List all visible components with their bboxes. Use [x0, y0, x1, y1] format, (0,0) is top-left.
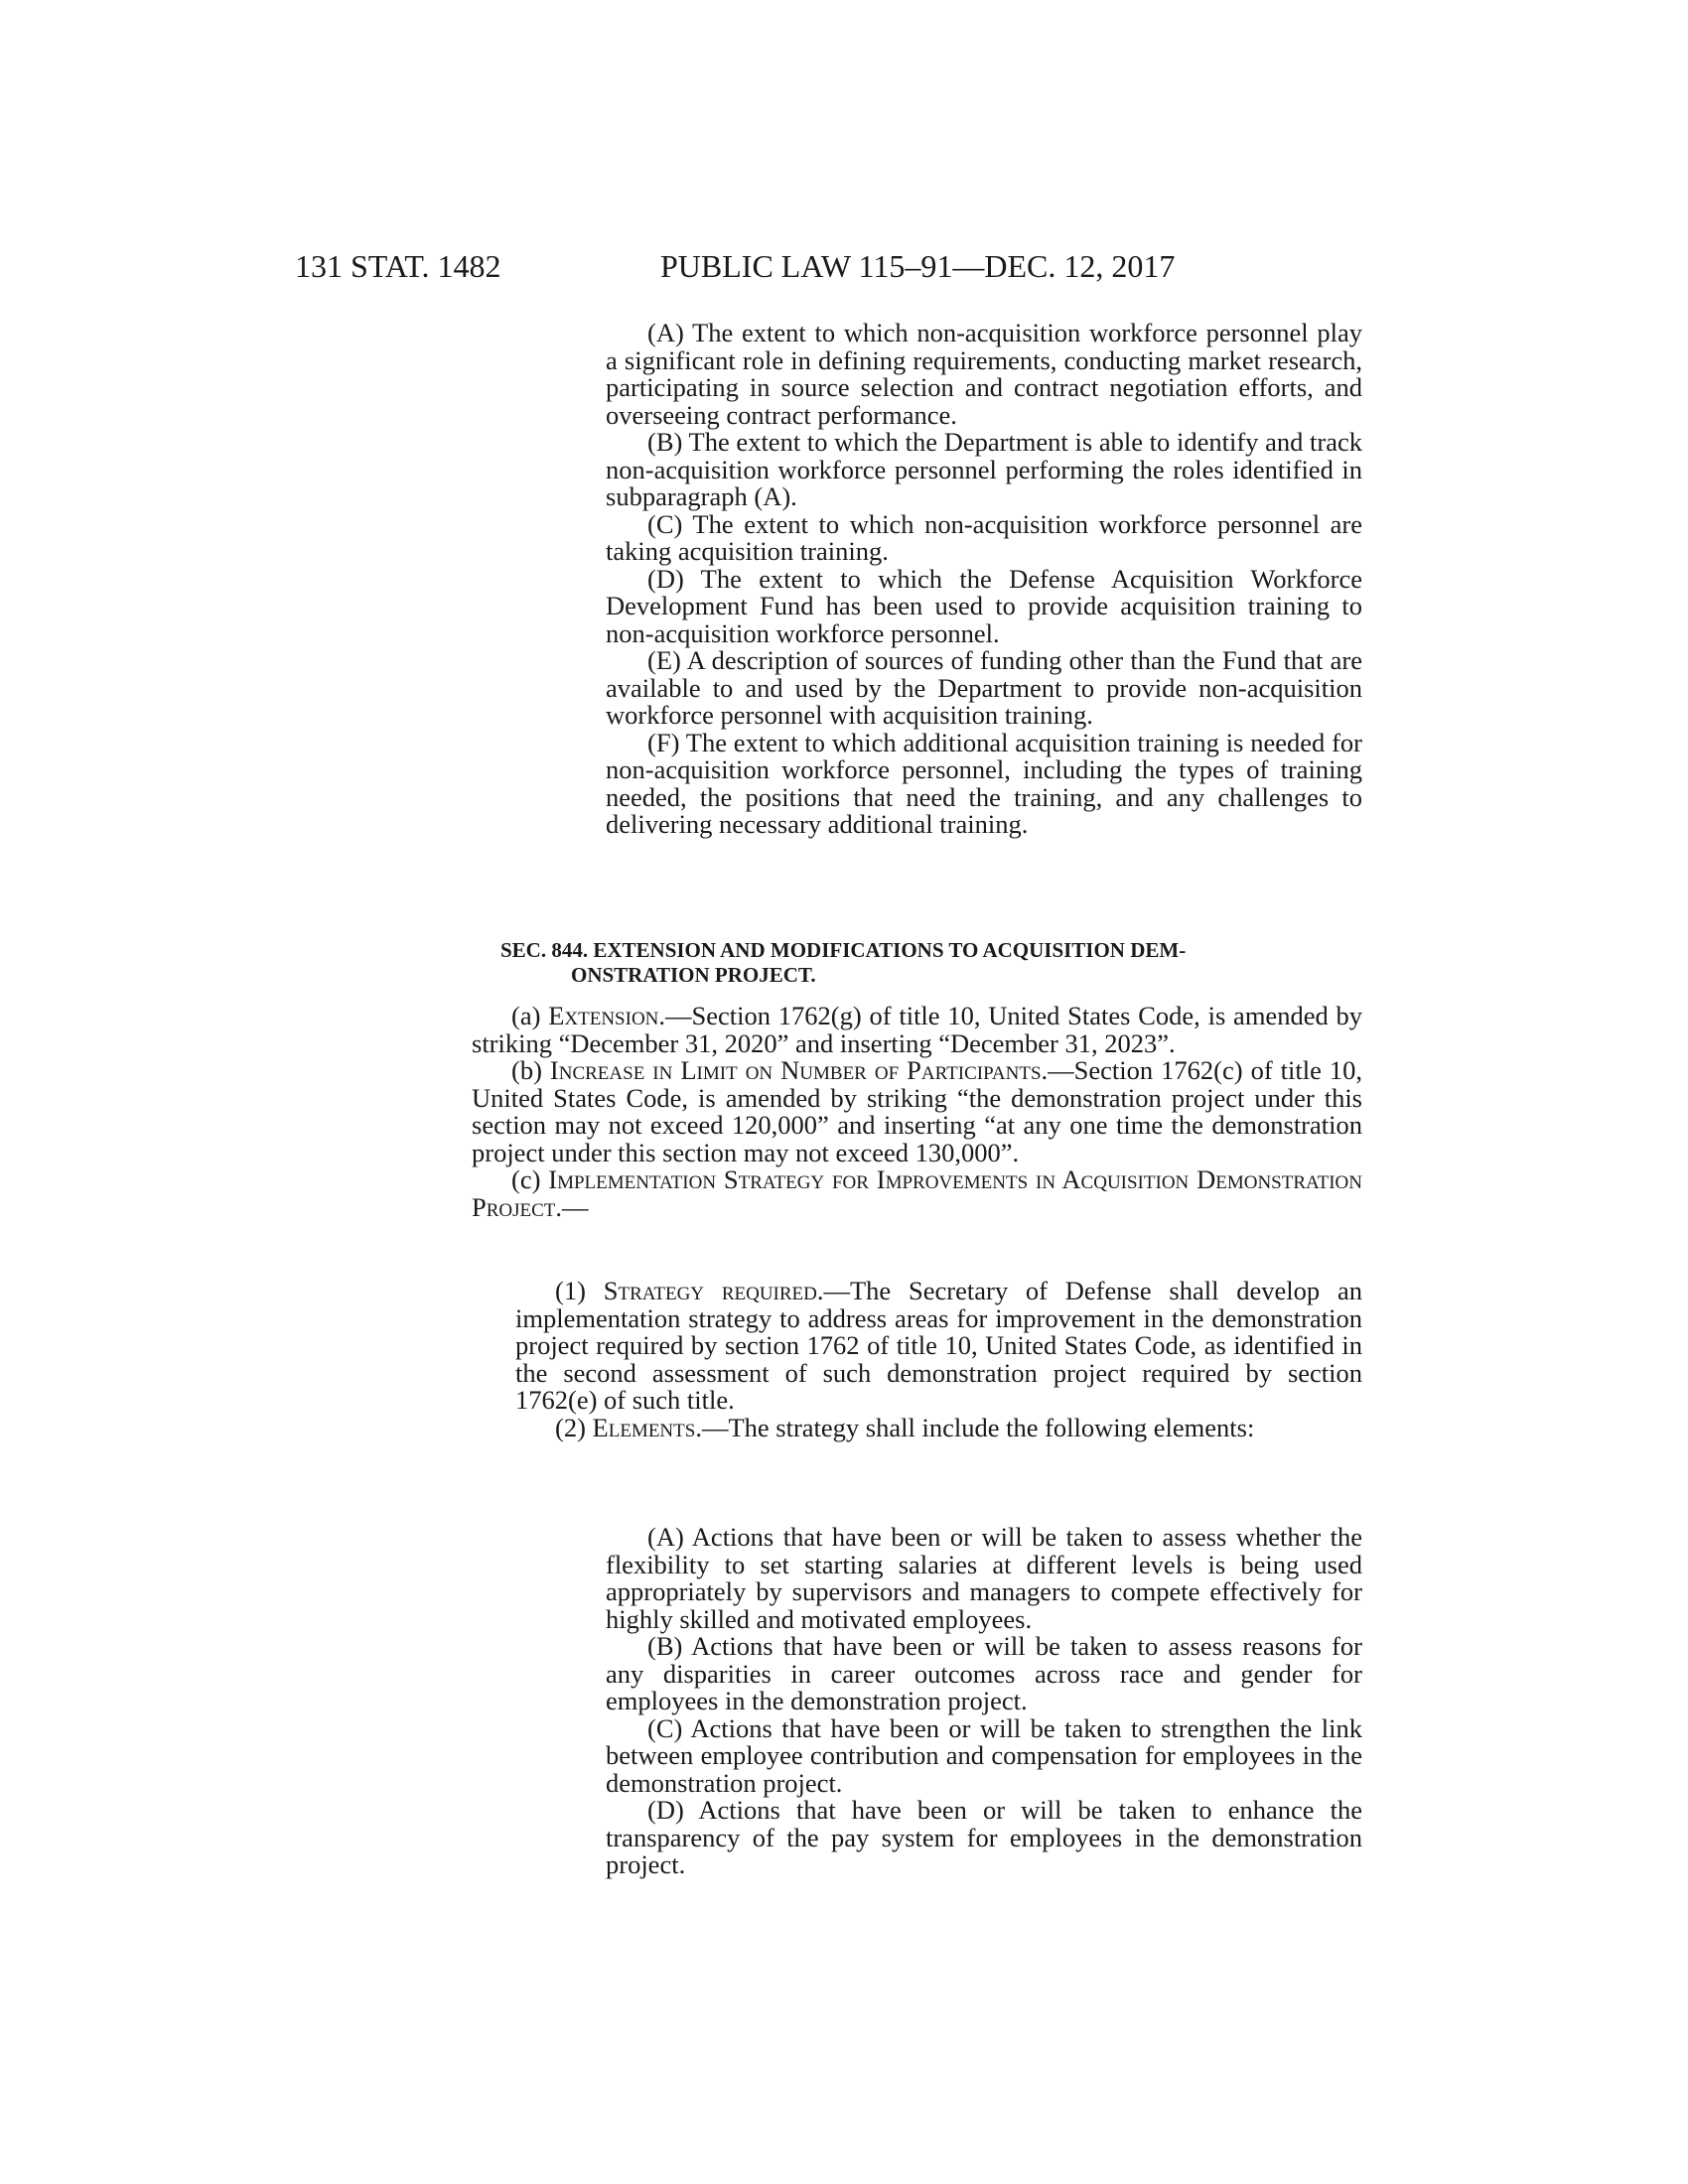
list-item: (C) Actions that have been or will be taken to strengthen the link between employee contribution and compensation for employees in the demonstration project. — [606, 1712, 1362, 1798]
list-item: (B) The extent to which the Department is able to identify and track non-acquisition workforce personnel performing the roles identified in subparagraph (A). — [606, 427, 1362, 511]
list-item: (D) The extent to which the Defense Acquisition Workforce Development Fund has been used to provide acquisition training to non-acquisition workforce personnel. — [606, 563, 1362, 648]
subsection-a-caption: Extension — [548, 1001, 659, 1030]
subsection-b: (b) Increase in Limit on Number of Participants.—Section 1762(c) of title 10, United States Code, is amended by striking “the demonstration project under this section may not exceed 120,000” and inserting “at any one time the demonstration project under this section may not exceed 130,000”. — [472, 1055, 1362, 1167]
list-item: (C) The extent to which non-acquisition workforce personnel are taking acquisition training. — [606, 508, 1362, 566]
list-item: (A) The extent to which non-acquisition workforce personnel play a significant role in defining requirements, conducting market research, participating in source selection and contract negotiation efforts, and overseeing contract performance. — [606, 318, 1362, 430]
top-items-block — [606, 320, 1362, 839]
list-item: (B) Actions that have been or will be taken to assess reasons for any disparities in career outcomes across race and gender for employees in the demonstration project. — [606, 1631, 1362, 1715]
subsection-c: (c) Implementation Strategy for Improvements in Acquisition Demonstration Project.— — [472, 1164, 1362, 1222]
list-item: (D) Actions that have been or will be taken to enhance the transparency of the pay system for employees in the demonstration project. — [606, 1795, 1362, 1879]
section-heading — [500, 938, 1362, 988]
section-heading-line2: ONSTRATION PROJECT. — [571, 963, 816, 987]
paragraph-2-caption: Elements — [592, 1412, 696, 1442]
subsections-block — [472, 1003, 1362, 1221]
list-item: (F) The extent to which additional acquisition training is needed for non-acquisition workforce personnel, including the types of training needed, the positions that need the training, and any challenges to delivering necessary additional training. — [606, 727, 1362, 839]
stat-citation: 131 STAT. 1482 — [295, 248, 501, 284]
subsection-c-caption: Implementation Strategy for Improvements in Acquisition Demonstration Project — [472, 1164, 1362, 1222]
subsection-b-caption: Increase in Limit on Number of Participants — [549, 1055, 1042, 1085]
paragraphs-block — [515, 1278, 1362, 1441]
paragraph-1-caption: Strategy required — [603, 1276, 817, 1305]
paragraph-2: (2) Elements.—The strategy shall include the following elements: — [555, 1412, 1255, 1442]
list-item: (A) Actions that have been or will be taken to assess whether the flexibility to set starting salaries at different levels is being used appropriately by supervisors and managers to compete effectively for highly skilled and motivated employees. — [606, 1522, 1362, 1634]
section-heading-line1: SEC. 844. EXTENSION AND MODIFICATIONS TO ACQUISITION DEM- — [500, 938, 1187, 962]
elements-block — [606, 1524, 1362, 1879]
paragraph-1: (1) Strategy required.—The Secretary of Defense shall develop an implementation strategy to address areas for improvement in the demonstration project required by section 1762 of title 10, United States Code, as identified in the second assessment of such demonstration project required by section 1762(e) of such title. — [515, 1276, 1362, 1415]
subsection-a: (a) Extension.—Section 1762(g) of title 10, United States Code, is amended by striking “December 31, 2020” and inserting “December 31, 2023”. — [472, 1001, 1362, 1058]
running-head-title: PUBLIC LAW 115–91—DEC. 12, 2017 — [660, 248, 1176, 284]
list-item: (E) A description of sources of funding other than the Fund that are available to and used by the Department to provide non-acquisition workforce personnel with acquisition training. — [606, 645, 1362, 730]
